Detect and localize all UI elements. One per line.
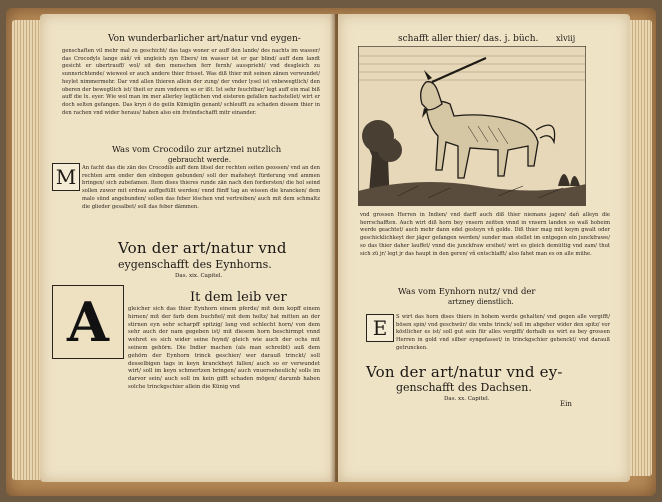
- drop-cap-e: E: [366, 314, 394, 342]
- left-running-head: Von wunderbarlicher art/natur vnd eygen-: [108, 34, 301, 44]
- chapter-title-badger-line2: genschafft des Dachsen.: [396, 381, 532, 394]
- drop-cap-m: M: [52, 163, 80, 191]
- left-body-top: genschaften vil mehr mal zu geschicht/ das tags woner er auff den lande/ des nachts im wasser/ das Crocodyls lange zäñ/ vñ ungleich zyn Ebers/ im wasser ist er gar blind/ auff dem landt gesicht er ubertrauff/ wol/ sit den menschen ferr fernh/ aussprieht/ vnd desgleich zu sunnsrichtende/ wieweol er auch andere thier frisset. Was diß thier mit seinen zänen verwundet/ heylet nimmermehr. Dar vnd allen thieren allein der zung/ der vnder lysel ist vnbewegtlich/ den oberen der bewegtlich ist/ theit er zum vnderen so er ißt. Ist sehr feuchtbar/ legt auff ein mal biß auff die lx. eyer. Wie wol man im mer allerley legtlichen vnd eisteren gefallen nachstellet/ wirt er doch selten gefangen. Das kryn ö do geiln Kümiglin genant/ schleufft zu schaden dissem thier in den rachen vnd wider heraus/ haben also ein freündschafft mitr einander.: [62, 48, 320, 116]
- chapter-title-badger-line1: Von der art/natur vnd ey-: [366, 363, 563, 381]
- crocodile-remedy-text: An facht das die zän des Crocodils auff dem litsel der rechten seiten geossen/ vnd an den rechten arm onder den elnbogen gebunden/ soll der mañsheyt fürderung vnd ammen bringen/ sich zubefamen. Item dises thieres runde zän nach den fordersten/ die hol seind sollen zuwor mit erdrau auffgefüllt werden/ vnnd fünff tag an wissen die krancken/ dem malo sünd angebunden/ sollen das feber löschen vnd vertreiben/ auch mit dem schmaltz die glieder gesalbet/ soll das feber dämmen.: [82, 165, 320, 210]
- unicorn-hunting-text: vnd grossen Herren in Indien/ vnd darff auch diß thier niemans jagen/ dañ alleyn die herrschafften. Auch wirt diß horn bey vnsern zeitten vnnd in vnsern landen so waß hoheim werde geachtet/ auch mehr dann edel gesteyn vñ golde. Diß thier mag mit keym gwalt oder geschicklichkeyt der jäger gefangen werden/ sunder man stellet im entgegen ein junckfrawe/ so das thier daher lauffet/ vnnd die junckfraw ersihet/ wirt es gleich demüttig vnd zam/ thut sich zü jr/ legt jr das haupt in den geren/ vñ entschlafft/ also fahet man es on alle mühe.: [360, 212, 610, 257]
- section-heading-unicorn-medicine: Was vom Eynhorn nutz/ vnd der: [398, 287, 536, 297]
- chapter-title-unicorn-line2: eygenschafft des Eynhorns.: [118, 258, 272, 271]
- unicorn-description-text: gleicher sich das thier Eynhorn einem pferde/ mit dem kopff einem hirnen/ mit der farb dem buchfiel/ mit dem holtz/ hat mitten an der stirnen eyn sehr scharpff spitzig/ lang vnd schlecht horn/ von dem sehr auch der nam gegeben ist/ mit diesem horn beschirmpt vnnd wehret es sich wider seine feynd/ gleich wie auch der ochs mit seinem gehörn. Die Indier machen (als man schreibt) auß dem gehörn der Eynhorn trinck geschier/ wer darauß trinckt/ soll desselbigen tags in keyn kranckheyt fallen/ auch so er verwundet wirt/ soll im keyn schmertzen bringen/ auch vnuerseheulich/ solls im darvor sein/ auch soll im kein gifft schaden mögen/ darumb haben solche trinckgschier allein die Künig vnd: [128, 306, 320, 390]
- page-edges-right: [630, 20, 652, 476]
- chapter-opening-words: It dem leib ver: [190, 290, 287, 305]
- chapter-number-xix: Das. xix. Capitel.: [175, 273, 223, 279]
- page-edges-left: [12, 20, 40, 480]
- chapter-number-xx: Das. xx. Capitel.: [444, 396, 490, 402]
- decorated-initial-a: A: [52, 285, 124, 359]
- section-subheading-unicorn-medicine: artzney dienstlich.: [448, 298, 514, 306]
- section-heading-crocodile: Was vom Crocodilo zur artznei nutzlich: [112, 145, 282, 155]
- section-subheading-crocodile: gebraucht werde.: [168, 156, 231, 164]
- folio-number: xlviij: [556, 34, 576, 43]
- chapter-title-unicorn-line1: Von der art/natur vnd: [118, 239, 287, 257]
- catchword: Ein: [560, 400, 572, 408]
- unicorn-medicine-text: S wirt das horn dises thiers in hohem werde gehalten/ vnd gegen alle vergifft/ bösen spin/ vnd geschwür/ die vmbs trinck/ soll im abgeher wider den spitz/ vor köstlicher es ist/ soll gut sein für alles vergiffi/ derhalb es wirt es bey grossen Herren in gold vnd silber eyngefasset/ in trinckgschier gehenckt/ vnd darauß getruncken.: [396, 314, 610, 351]
- unicorn-woodcut-illustration: [358, 46, 586, 206]
- right-running-head: schafft aller thier/ das. j. büch.: [398, 34, 539, 44]
